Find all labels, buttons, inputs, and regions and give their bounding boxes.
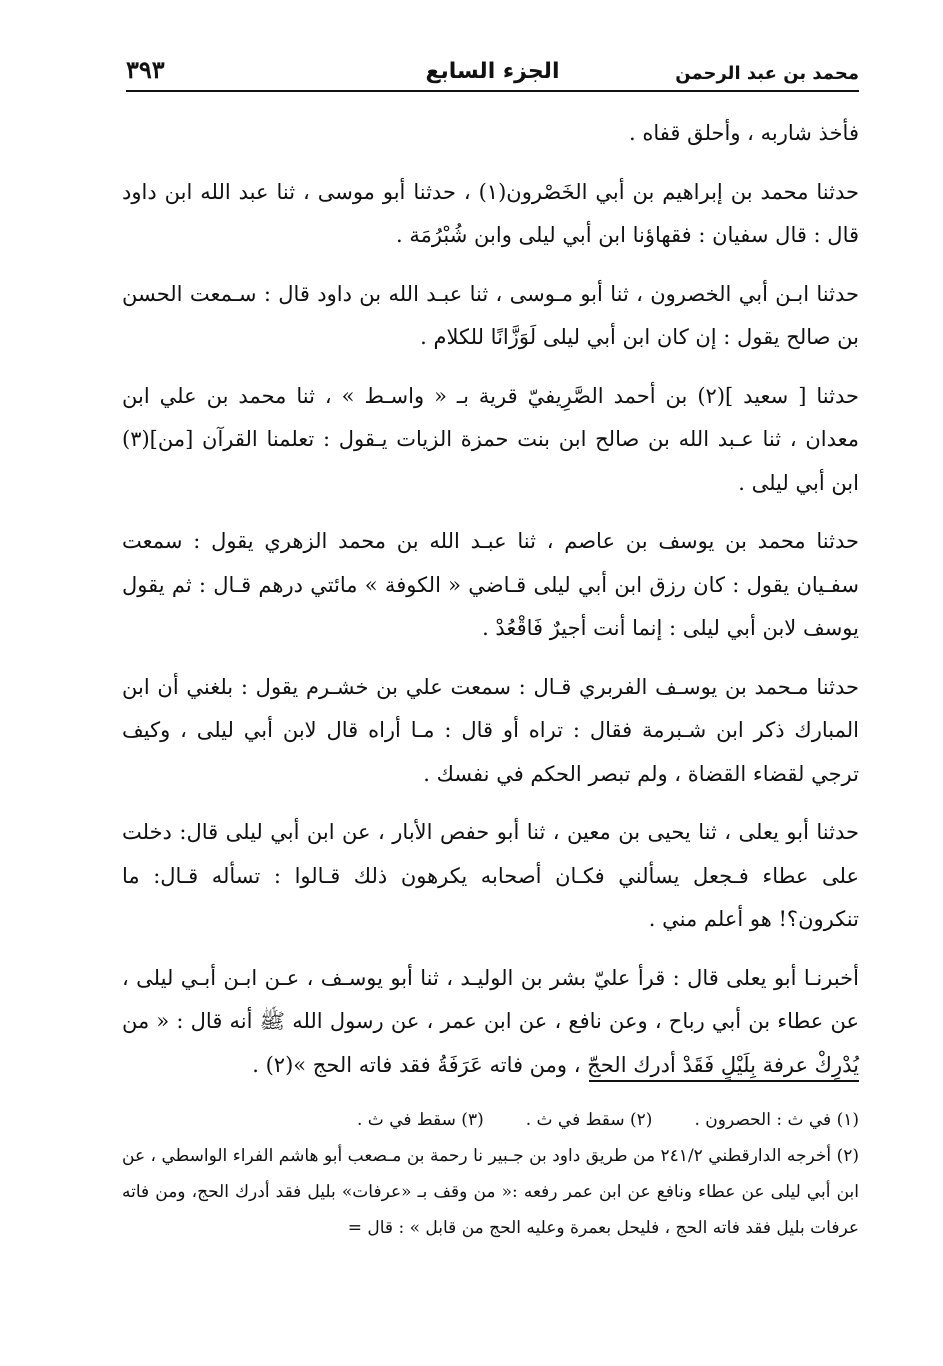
footnote: (٢) سقط في ث . xyxy=(525,1110,653,1130)
short-footnotes xyxy=(122,1102,859,1138)
paragraph-text: حدثنا مـحمد بن يوسـف الفربري قـال : سمعت علي بن خشـرم يقول : بلغني أن ابن المبارك ذكر ابن شـبرمة فقال : تراه أو قال : مـا أراه قال لابن أبي ليلى ، وكيف ترجي لقضاء القضاة ، ولم تبصر الحكم في نفسك . xyxy=(122,674,859,786)
paragraph-text: حدثنا [ سعيد ](٢) بن أحمد الصَّرِيفيّ قرية بـ « واسـط » ، ثنا محمد بن علي ابن معدان ، ثنا عـبد الله بن صالح ابن بنت حمزة الزيات يـقول : تعلمنا القرآن [من](٣) ابن أبي ليلى . xyxy=(122,383,859,495)
paragraph-text: أخبرنـا أبو يعلى قال : قرأ عليّ بشر بن الوليـد ، ثنا أبو يوسـف ، عـن ابـن أبـي ليلى ، عن عطاء بن أبي رباح ، وعن نافع ، عن ابن عمر ، عن رسول الله ﷺ أنه قال : « من يُدْرِكْ عرفة بِلَيْلٍ فَقَدْ أدرك الحجّ ، ومن فاته عَرَفَةُ فقد فاته الحج »(٢) . xyxy=(122,965,859,1077)
paragraph xyxy=(122,811,859,942)
footnote: (٣) سقط في ث . xyxy=(357,1110,484,1130)
footnote: (١) في ث : الحصرون . xyxy=(694,1110,859,1130)
page-number: ٣٩٣ xyxy=(126,55,165,84)
page-header xyxy=(126,52,859,92)
paragraph xyxy=(122,171,859,258)
volume-title: الجزء السابع xyxy=(425,59,560,84)
paragraph-text: فأخذ شاربه ، وأحلق قفاه . xyxy=(629,121,859,145)
paragraph xyxy=(122,273,859,360)
paragraph xyxy=(122,112,859,156)
paragraph-text: حدثنا ابـن أبي الخصرون ، ثنا أبو مـوسى ، ثنا عبـد الله بن داود قال : سـمعت الحسن بن صالح يقول : إن كان ابن أبي ليلى لَوَزَّانًا للكلام . xyxy=(122,281,859,349)
footnotes xyxy=(122,1102,859,1246)
paragraph xyxy=(122,520,859,651)
paragraph xyxy=(122,957,859,1088)
footnote-long: (٢) أخرجه الدارقطني ٢٤١/٢ من طريق داود بن جـبير نا رحمة بن مـصعب أبو هاشم الفراء الواسطي ، عن ابن أبي ليلى عن عطاء ونافع عن ابن عمر رفعه :« من وقف بـ «عرفات» بليل فقد أدرك الحج، ومن فاته عرفات بليل فقد فاته الحج ، فليحل بعمرة وعليه الحج من قابل » : قال = xyxy=(122,1146,859,1238)
book-title: محمد بن عبد الرحمن xyxy=(675,63,859,84)
paragraph xyxy=(122,666,859,797)
main-text xyxy=(122,112,859,1102)
paragraph-text: حدثنا محمد بن إبراهيم بن أبي الخَصْرون(١) ، حدثنا أبو موسى ، ثنا عبد الله ابن داود قال : قال سفيان : فقهاؤنا ابن أبي ليلى وابن شُبْرُمَة . xyxy=(122,179,859,247)
paragraph-text: حدثنا أبو يعلى ، ثنا يحيى بن معين ، ثنا أبو حفص الأبار ، عن ابن أبي ليلى قال: دخلت على عطاء فـجعل يسألني فكـان أصحابه يكرهون ذلك قـالوا : تسأله قـال: ما تنكرون؟! هو أعلم مني . xyxy=(122,820,859,931)
paragraph-text: حدثنا محمد بن يوسف بن عاصم ، ثنا عبـد الله بن محمد الزهري يقول : سمعت سفـيان يقول : كان رزق ابن أبي ليلى قـاضي « الكوفة » مائتي درهم قـال : ثم يقول يوسف لابن أبي ليلى : إنما أنت أجيرٌ فَاقْعُدْ . xyxy=(122,529,859,640)
footnote-separator xyxy=(589,1080,859,1082)
paragraph xyxy=(122,375,859,506)
